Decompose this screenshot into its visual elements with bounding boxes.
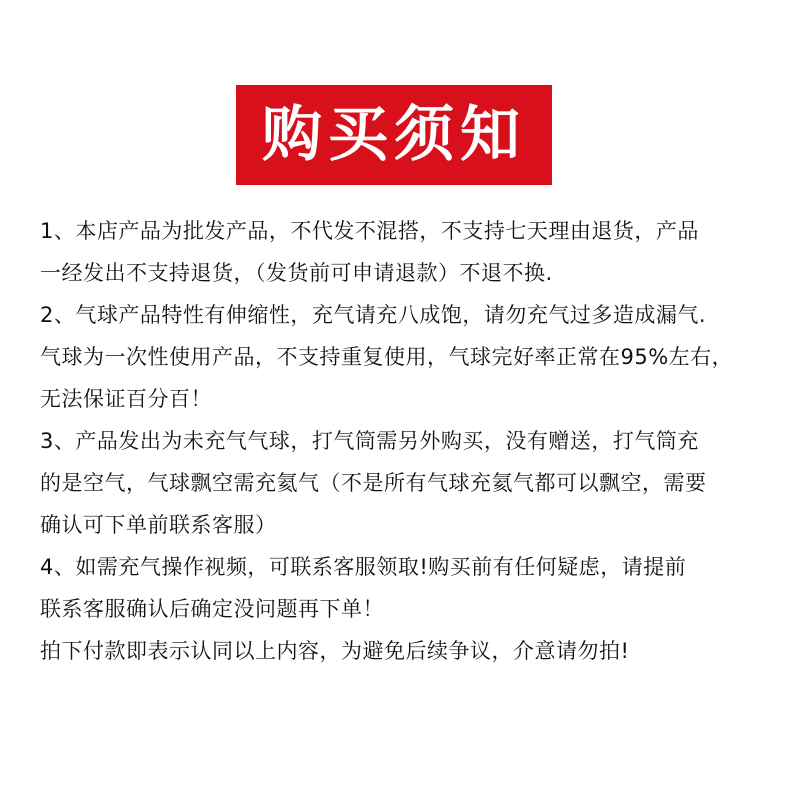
notice-line-2: 一经发出不支持退货，（发货前可申请退款）不退不换.: [40, 261, 553, 285]
notice-line-9: 4、如需充气操作视频，可联系客服领取!购买前有任何疑虑，请提前: [40, 555, 687, 579]
notice-line-7: 的是空气，气球飘空需充氦气（不是所有气球充氦气都可以飘空，需要: [40, 471, 707, 495]
notice-line-3: 2、气球产品特性有伸缩性，充气请充八成饱，请勿充气过多造成漏气.: [40, 303, 707, 327]
notice-line-11: 拍下付款即表示认同以上内容，为避免后续争议，介意请勿拍!: [40, 639, 630, 663]
title-banner: [236, 85, 552, 185]
notice-line-6: 3、产品发出为未充气气球，打气筒需另外购买，没有赠送，打气筒充: [40, 429, 699, 453]
notice-line-1: 1、本店产品为批发产品，不代发不混搭，不支持七天理由退货，产品: [40, 219, 699, 243]
notice-line-4: 气球为一次性使用产品，不支持重复使用，气球完好率正常在95%左右，: [40, 345, 734, 369]
notice-line-5: 无法保证百分百！: [40, 387, 212, 411]
page-title: 购买须知: [262, 100, 526, 170]
purchase-notice-body: [40, 210, 770, 672]
notice-line-10: 联系客服确认后确定没问题再下单！: [40, 597, 384, 621]
notice-line-8: 确认可下单前联系客服）: [40, 513, 277, 537]
